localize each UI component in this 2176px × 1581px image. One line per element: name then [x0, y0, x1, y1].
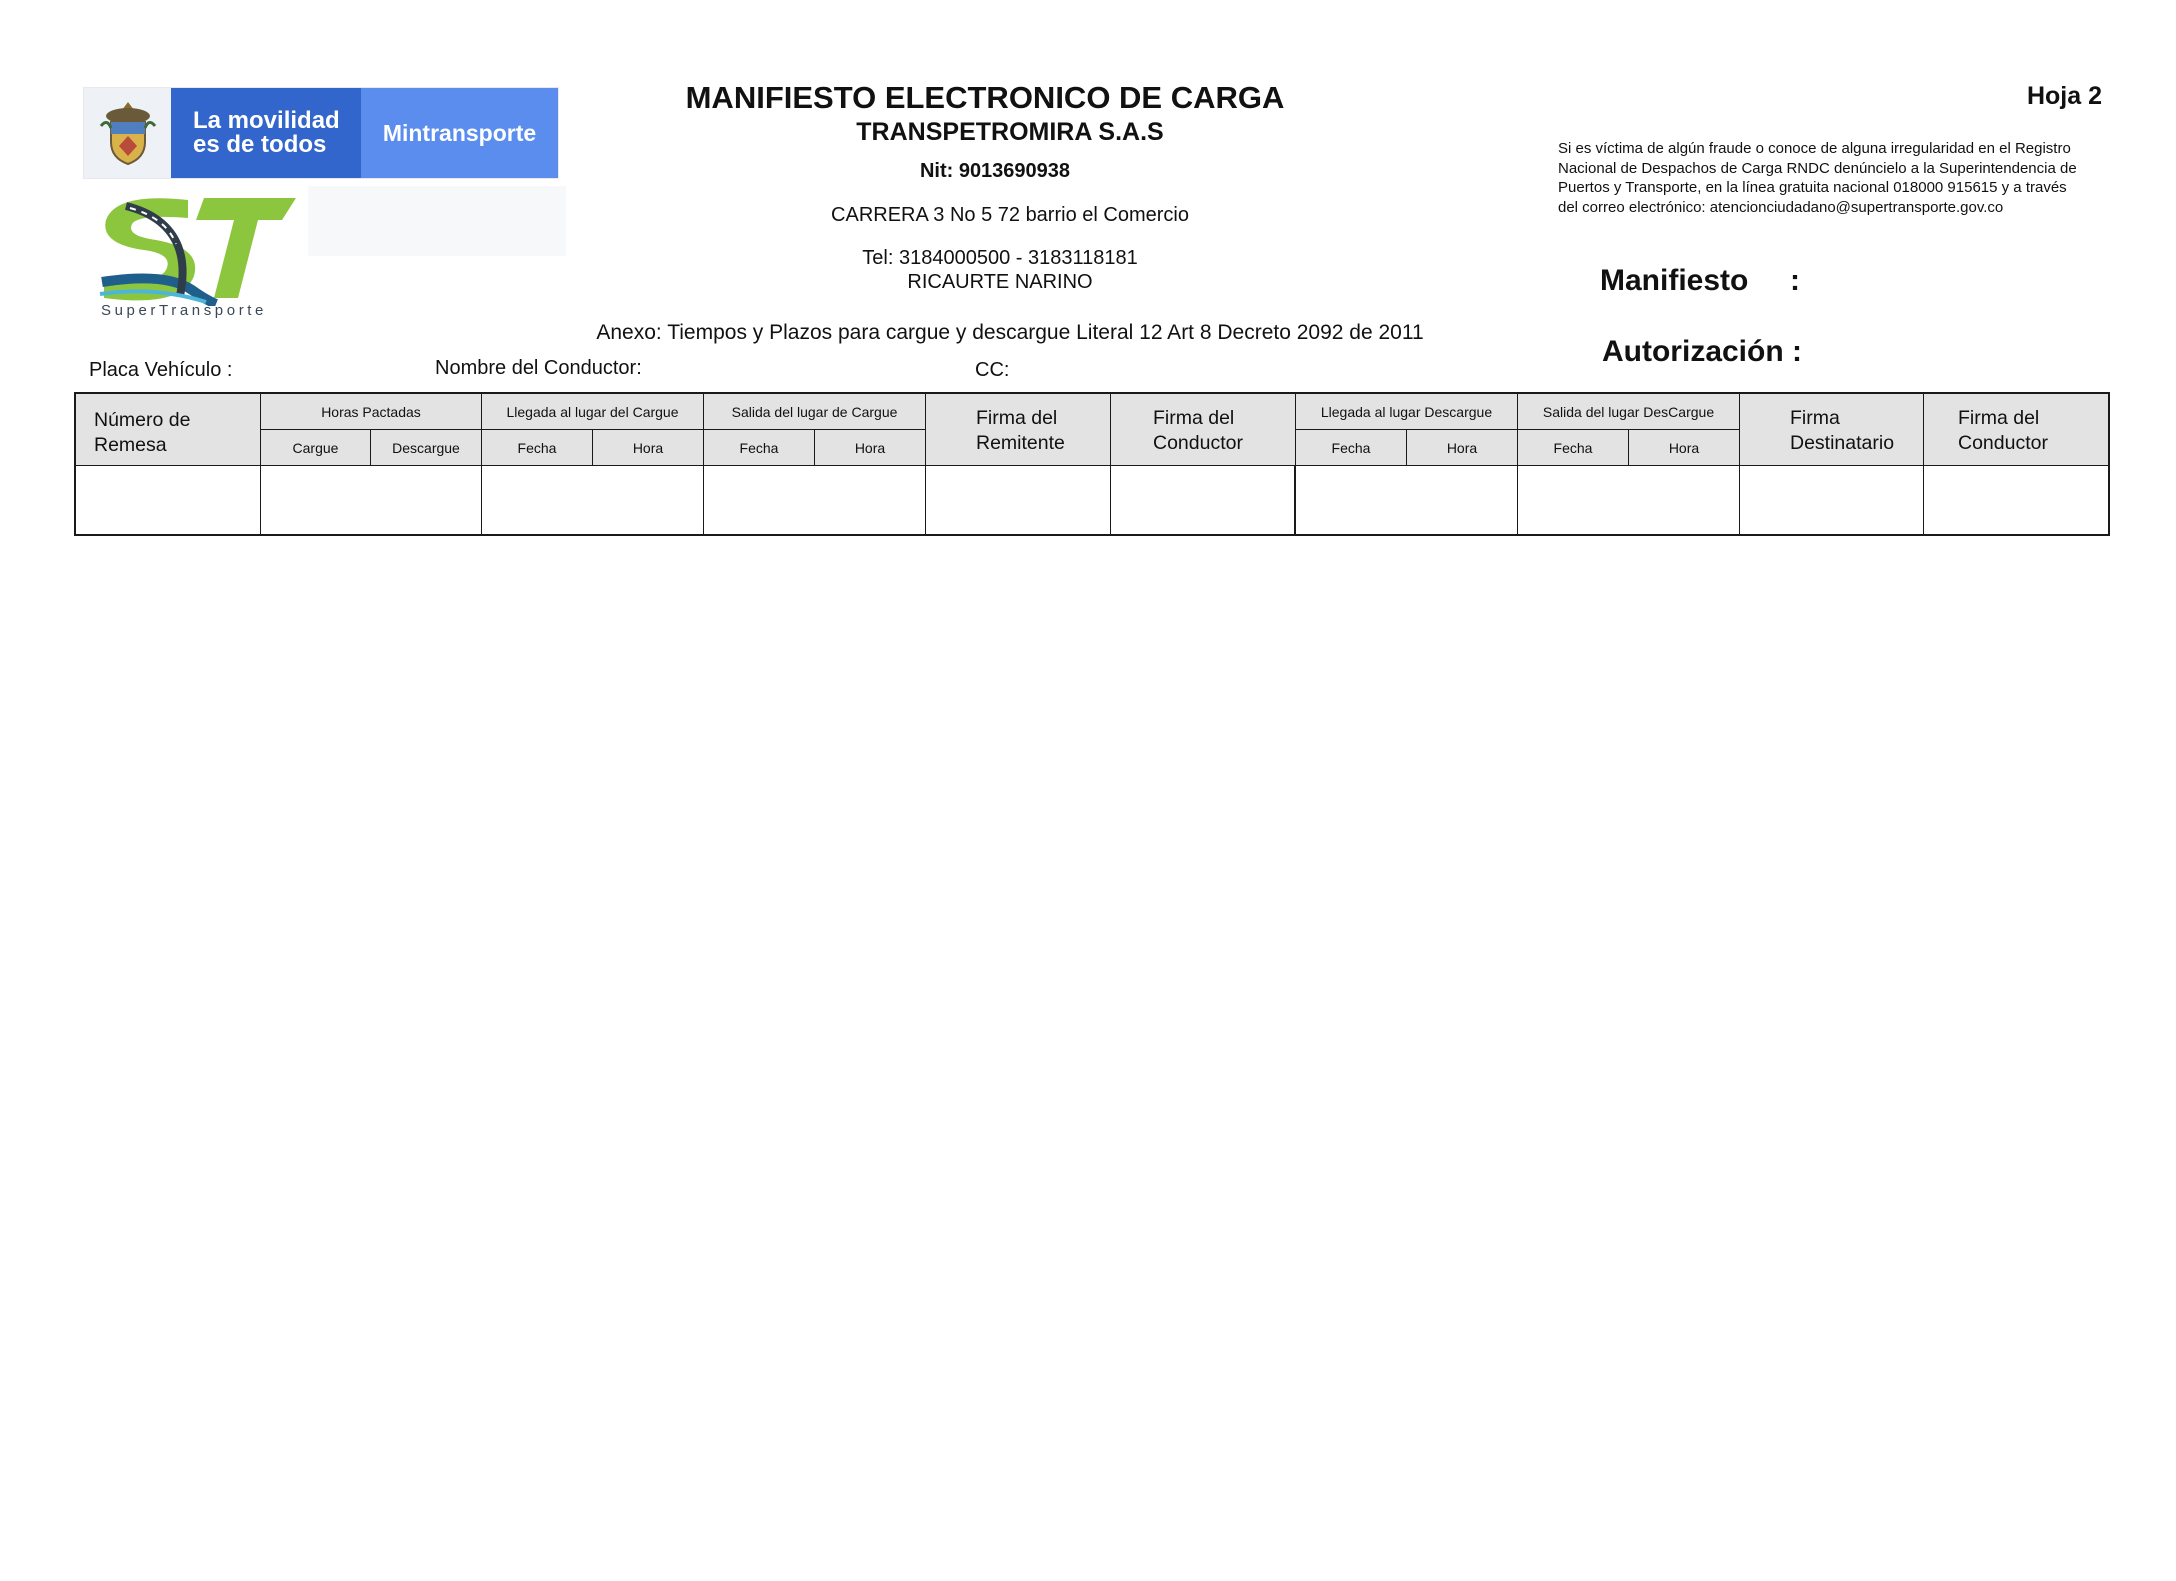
header-agreed-unloading: Descargue: [371, 430, 482, 466]
header-text: Destinatario: [1790, 432, 1895, 454]
authorization-label: Autorización :: [1602, 335, 1802, 368]
notice-line: Puertos y Transporte, en la línea gratuita nacional 018000 915615 y a través: [1558, 179, 2067, 196]
header-driver-signature-2: [1924, 394, 2108, 466]
header-driver-signature: [1111, 394, 1296, 466]
header-loading-departure-date: Fecha: [704, 430, 815, 466]
unloading-departure-cell[interactable]: [1518, 466, 1740, 534]
header-text: Número de: [94, 409, 191, 431]
loading-arrival-cell[interactable]: [482, 466, 704, 534]
header-unloading-departure-date: Fecha: [1518, 430, 1629, 466]
header-sender-signature: [926, 394, 1111, 466]
header-text: Conductor: [1153, 432, 1243, 454]
document-title: MANIFIESTO ELECTRONICO DE CARGA: [685, 80, 1285, 115]
company-phone: Tel: 3184000500 - 3183118181: [862, 247, 1138, 269]
header-text: Remesa: [94, 434, 167, 456]
header-unloading-departure: Salida del lugar DesCargue: [1518, 394, 1740, 430]
annex-note: Anexo: Tiempos y Plazos para cargue y descargue Literal 12 Art 8 Decreto 2092 de 2011: [596, 321, 1424, 344]
supertransporte-caption: SuperTransporte: [101, 302, 268, 319]
header-text: Firma: [1790, 407, 1840, 429]
header-text: Firma del: [976, 407, 1058, 429]
driver-signature-2-cell[interactable]: [1924, 466, 2108, 534]
driver-name-label: Nombre del Conductor:: [435, 357, 642, 379]
header-loading-arrival: Llegada al lugar del Cargue: [482, 394, 704, 430]
header-text: Firma del: [1153, 407, 1235, 429]
ministry-name: Mintransporte: [361, 88, 558, 178]
header-unloading-arrival-time: Hora: [1407, 430, 1518, 466]
notice-line: Nacional de Despachos de Carga RNDC denúncielo a la Superintendencia de: [1558, 159, 2077, 177]
slogan-line-2: es de todos: [193, 131, 327, 158]
header-loading-departure: Salida del lugar de Cargue: [704, 394, 926, 430]
company-city: RICAURTE NARINO: [907, 271, 1093, 293]
logo-background-band: [308, 186, 566, 256]
company-nit: Nit: 9013690938: [919, 160, 1071, 182]
sheet-number: Hoja 2: [2026, 82, 2102, 110]
header-loading-departure-time: Hora: [815, 430, 926, 466]
header-loading-arrival-time: Hora: [593, 430, 704, 466]
loading-departure-cell[interactable]: [704, 466, 926, 534]
company-name: TRANSPETROMIRA S.A.S: [856, 118, 1164, 146]
header-text: Firma del: [1958, 407, 2040, 429]
sender-signature-cell[interactable]: [926, 466, 1111, 534]
fraud-notice: [1558, 139, 2118, 217]
remesa-number-cell[interactable]: [76, 466, 261, 534]
header-unloading-departure-time: Hora: [1629, 430, 1740, 466]
government-slogan: [171, 88, 361, 178]
header-remesa-number: [76, 394, 261, 466]
recipient-signature-cell[interactable]: [1740, 466, 1924, 534]
header-text: Conductor: [1958, 432, 2048, 454]
coat-of-arms-icon: [84, 88, 171, 178]
government-logo-banner: [84, 88, 558, 178]
header-agreed-hours: Horas Pactadas: [261, 394, 482, 430]
manifest-label: Manifiesto: [1600, 264, 1749, 297]
header-unloading-arrival: Llegada al lugar Descargue: [1296, 394, 1518, 430]
unloading-arrival-cell[interactable]: [1296, 466, 1518, 534]
header-text: Remitente: [976, 432, 1065, 454]
vehicle-plate-label: Placa Vehículo :: [89, 359, 233, 381]
driver-signature-cell[interactable]: [1111, 466, 1296, 534]
header-recipient-signature: [1740, 394, 1924, 466]
notice-line: del correo electrónico: atencionciudadano@supertransporte.gov.co: [1558, 198, 2004, 216]
driver-id-label: CC:: [975, 359, 1010, 381]
manifest-colon: :: [1790, 264, 1800, 297]
header-loading-arrival-date: Fecha: [482, 430, 593, 466]
agreed-hours-cell[interactable]: [261, 466, 482, 534]
notice-line: Si es víctima de algún fraude o conoce de alguna irregularidad en el Registro: [1558, 140, 2071, 157]
company-address: CARRERA 3 No 5 72 barrio el Comercio: [831, 204, 1189, 226]
header-unloading-arrival-date: Fecha: [1296, 430, 1407, 466]
header-agreed-loading: Cargue: [261, 430, 371, 466]
slogan-line-1: La movilidad: [193, 107, 340, 134]
remesas-table: [74, 392, 2110, 536]
